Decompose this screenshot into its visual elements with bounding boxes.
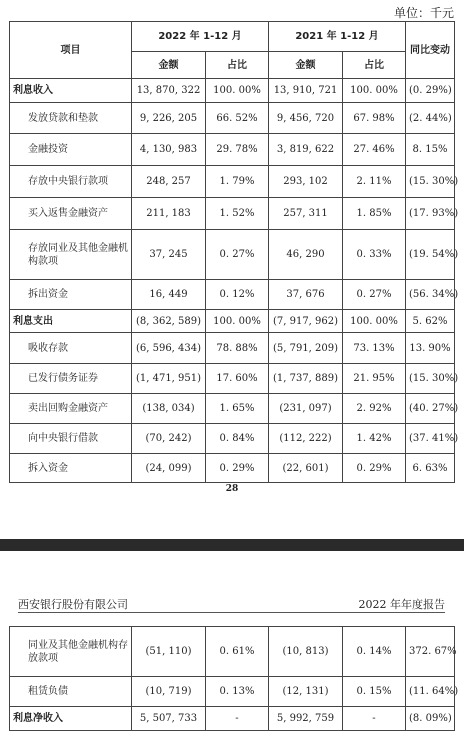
cell-amount-2021: 5, 992, 759 bbox=[269, 707, 343, 731]
interest-table bbox=[9, 21, 459, 483]
cell-yoy: 8. 15% bbox=[406, 134, 455, 166]
cell-ratio-2022: 78. 88% bbox=[206, 333, 269, 364]
header-item: 项目 bbox=[10, 22, 132, 79]
header-amount-2022: 金额 bbox=[132, 52, 206, 79]
cell-amount-2022: 13, 870, 322 bbox=[132, 79, 206, 103]
row-label: 存放同业及其他金融机构款项 bbox=[10, 230, 132, 280]
table-row bbox=[10, 424, 455, 454]
cell-amount-2021: (5, 791, 209) bbox=[269, 333, 343, 364]
cell-amount-2022: (70, 242) bbox=[132, 424, 206, 454]
table-row bbox=[10, 310, 455, 333]
cell-ratio-2022: 100. 00% bbox=[206, 310, 269, 333]
cell-amount-2022: 37, 245 bbox=[132, 230, 206, 280]
table-row bbox=[10, 677, 455, 707]
cell-yoy: 6. 63% bbox=[406, 454, 455, 483]
cell-amount-2021: (1, 737, 889) bbox=[269, 364, 343, 394]
cell-ratio-2021: 73. 13% bbox=[343, 333, 406, 364]
table-row bbox=[10, 707, 455, 731]
cell-amount-2022: 5, 507, 733 bbox=[132, 707, 206, 731]
cell-amount-2022: 9, 226, 205 bbox=[132, 103, 206, 134]
interest-table-continued bbox=[9, 626, 459, 731]
report-title: 2022 年年度报告 bbox=[358, 598, 445, 611]
cell-amount-2021: (22, 601) bbox=[269, 454, 343, 483]
row-label: 吸收存款 bbox=[10, 333, 132, 364]
cell-amount-2022: (10, 719) bbox=[132, 677, 206, 707]
cell-ratio-2021: 0. 14% bbox=[343, 627, 406, 677]
cell-amount-2021: 13, 910, 721 bbox=[269, 79, 343, 103]
cell-yoy: 5. 62% bbox=[406, 310, 455, 333]
cell-ratio-2021: 27. 46% bbox=[343, 134, 406, 166]
cell-ratio-2021: 67. 98% bbox=[343, 103, 406, 134]
cell-ratio-2021: 0. 15% bbox=[343, 677, 406, 707]
cell-yoy: (19. 54%) bbox=[406, 230, 455, 280]
cell-ratio-2022: 1. 52% bbox=[206, 198, 269, 230]
cell-yoy: (56. 34%) bbox=[406, 280, 455, 310]
cell-amount-2021: (12, 131) bbox=[269, 677, 343, 707]
row-label: 利息收入 bbox=[10, 79, 132, 103]
cell-amount-2021: (7, 917, 962) bbox=[269, 310, 343, 333]
row-label: 存放中央银行款项 bbox=[10, 166, 132, 198]
header-ratio-2022: 占比 bbox=[206, 52, 269, 79]
cell-amount-2022: (1, 471, 951) bbox=[132, 364, 206, 394]
cell-amount-2021: 293, 102 bbox=[269, 166, 343, 198]
cell-yoy: (15. 30%) bbox=[406, 166, 455, 198]
header-ratio-2021: 占比 bbox=[343, 52, 406, 79]
cell-ratio-2022: 0. 61% bbox=[206, 627, 269, 677]
row-label: 利息支出 bbox=[10, 310, 132, 333]
table-row bbox=[10, 394, 455, 424]
row-label: 利息净收入 bbox=[10, 707, 132, 731]
header-yoy: 同比变动 bbox=[406, 22, 455, 79]
table-row bbox=[10, 454, 455, 483]
cell-amount-2022: 211, 183 bbox=[132, 198, 206, 230]
cell-amount-2022: 248, 257 bbox=[132, 166, 206, 198]
table-row bbox=[10, 230, 455, 280]
header-period-2022: 2022 年 1-12 月 bbox=[132, 22, 269, 52]
table-row bbox=[10, 364, 455, 394]
cell-yoy: (37. 41%) bbox=[406, 424, 455, 454]
table-row bbox=[10, 333, 455, 364]
cell-amount-2021: (112, 222) bbox=[269, 424, 343, 454]
row-label: 金融投资 bbox=[10, 134, 132, 166]
cell-amount-2021: 257, 311 bbox=[269, 198, 343, 230]
cell-ratio-2021: 2. 92% bbox=[343, 394, 406, 424]
cell-yoy: (0. 29%) bbox=[406, 79, 455, 103]
cell-ratio-2022: 66. 52% bbox=[206, 103, 269, 134]
unit-label: 单位：千元 bbox=[393, 6, 454, 20]
cell-ratio-2022: 0. 84% bbox=[206, 424, 269, 454]
cell-ratio-2021: 1. 42% bbox=[343, 424, 406, 454]
cell-yoy: (2. 44%) bbox=[406, 103, 455, 134]
header-rule bbox=[18, 612, 445, 613]
cell-amount-2022: (24, 099) bbox=[132, 454, 206, 483]
cell-ratio-2021: 0. 29% bbox=[343, 454, 406, 483]
table-row bbox=[10, 166, 455, 198]
cell-amount-2022: 16, 449 bbox=[132, 280, 206, 310]
cell-amount-2021: 37, 676 bbox=[269, 280, 343, 310]
cell-amount-2021: 46, 290 bbox=[269, 230, 343, 280]
table-row bbox=[10, 103, 455, 134]
row-label: 已发行债务证券 bbox=[10, 364, 132, 394]
page-number: 28 bbox=[225, 484, 239, 494]
cell-amount-2022: 4, 130, 983 bbox=[132, 134, 206, 166]
cell-yoy: 372. 67% bbox=[406, 627, 455, 677]
table-row bbox=[10, 198, 455, 230]
row-label: 租赁负债 bbox=[10, 677, 132, 707]
table-row bbox=[10, 627, 455, 677]
row-label: 拆入资金 bbox=[10, 454, 132, 483]
cell-ratio-2022: 0. 12% bbox=[206, 280, 269, 310]
cell-ratio-2022: 0. 29% bbox=[206, 454, 269, 483]
cell-ratio-2021: 21. 95% bbox=[343, 364, 406, 394]
cell-yoy: 13. 90% bbox=[406, 333, 455, 364]
cell-amount-2022: (138, 034) bbox=[132, 394, 206, 424]
cell-ratio-2022: - bbox=[206, 707, 269, 731]
row-label: 卖出回购金融资产 bbox=[10, 394, 132, 424]
cell-ratio-2021: 2. 11% bbox=[343, 166, 406, 198]
company-name: 西安银行股份有限公司 bbox=[18, 598, 128, 611]
cell-ratio-2022: 100. 00% bbox=[206, 79, 269, 103]
cell-ratio-2021: 0. 27% bbox=[343, 280, 406, 310]
table-row bbox=[10, 280, 455, 310]
cell-amount-2021: (10, 813) bbox=[269, 627, 343, 677]
cell-yoy: (40. 27%) bbox=[406, 394, 455, 424]
cell-ratio-2022: 1. 65% bbox=[206, 394, 269, 424]
cell-ratio-2021: 0. 33% bbox=[343, 230, 406, 280]
cell-yoy: (11. 64%) bbox=[406, 677, 455, 707]
cell-amount-2022: (51, 110) bbox=[132, 627, 206, 677]
cell-amount-2021: (231, 097) bbox=[269, 394, 343, 424]
cell-ratio-2021: - bbox=[343, 707, 406, 731]
cell-ratio-2021: 1. 85% bbox=[343, 198, 406, 230]
cell-ratio-2022: 1. 79% bbox=[206, 166, 269, 198]
row-label: 向中央银行借款 bbox=[10, 424, 132, 454]
cell-ratio-2022: 17. 60% bbox=[206, 364, 269, 394]
row-label: 拆出资金 bbox=[10, 280, 132, 310]
header-period-2021: 2021 年 1-12 月 bbox=[269, 22, 406, 52]
cell-amount-2021: 9, 456, 720 bbox=[269, 103, 343, 134]
cell-amount-2021: 3, 819, 622 bbox=[269, 134, 343, 166]
cell-ratio-2022: 0. 13% bbox=[206, 677, 269, 707]
cell-ratio-2021: 100. 00% bbox=[343, 310, 406, 333]
cell-amount-2022: (8, 362, 589) bbox=[132, 310, 206, 333]
cell-yoy: (8. 09%) bbox=[406, 707, 455, 731]
cell-amount-2022: (6, 596, 434) bbox=[132, 333, 206, 364]
table-row bbox=[10, 134, 455, 166]
table-row bbox=[10, 79, 455, 103]
cell-ratio-2022: 29. 78% bbox=[206, 134, 269, 166]
row-label: 发放贷款和垫款 bbox=[10, 103, 132, 134]
cell-ratio-2021: 100. 00% bbox=[343, 79, 406, 103]
header-amount-2021: 金额 bbox=[269, 52, 343, 79]
row-label: 同业及其他金融机构存放款项 bbox=[10, 627, 132, 677]
cell-yoy: (15. 30%) bbox=[406, 364, 455, 394]
cell-yoy: (17. 93%) bbox=[406, 198, 455, 230]
page-divider bbox=[0, 539, 464, 551]
row-label: 买入返售金融资产 bbox=[10, 198, 132, 230]
cell-ratio-2022: 0. 27% bbox=[206, 230, 269, 280]
